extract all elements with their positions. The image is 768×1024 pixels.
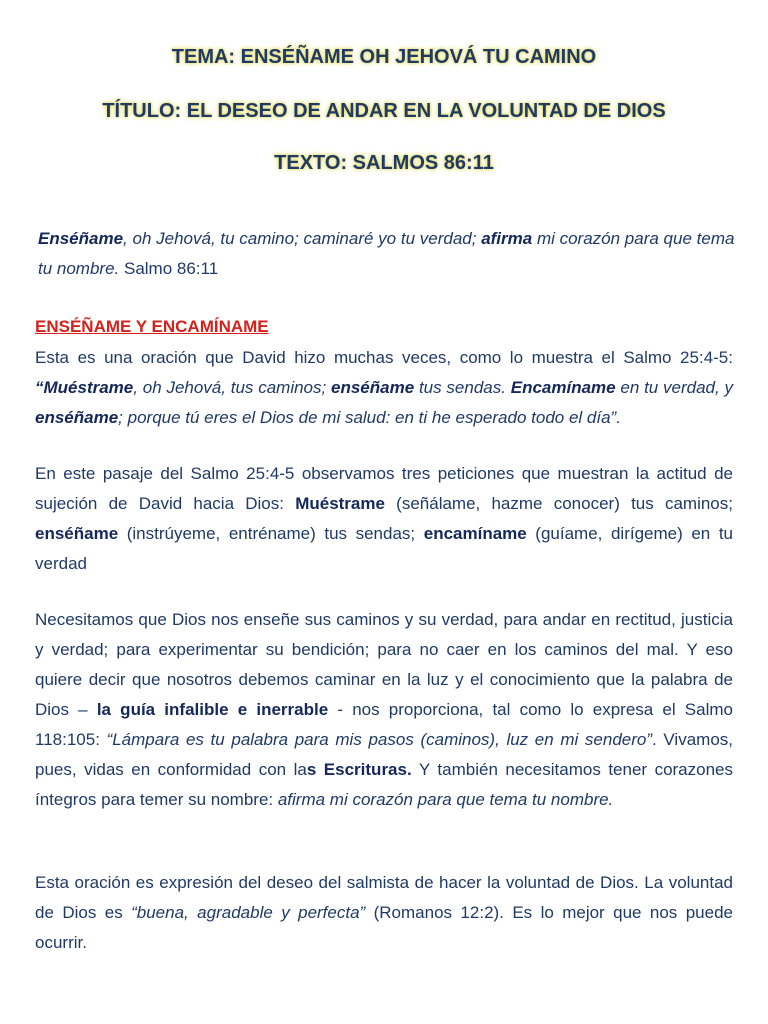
p2-text-3: (instrúyeme, entréname) tus sendas; <box>118 524 424 543</box>
p3-text-4: Y también necesitamos tener corazones íntegros para temer su nombre: <box>35 760 734 809</box>
p2-bold-1: Muéstrame <box>295 494 385 513</box>
text-reference-heading: TEXTO: SALMOS 86:11 <box>274 152 494 174</box>
p2-text-4: (guíame, dirígeme) en tu verdad <box>35 524 734 573</box>
p1-bold-3: Encamíname <box>510 378 616 397</box>
paragraph-3 <box>35 605 733 815</box>
p1-bold-1: “Muéstrame <box>35 378 134 397</box>
p3-italic-1: “Lámpara es tu palabra para mis pasos (caminos), luz en mi sendero” <box>106 730 653 749</box>
section-title: ENSÉÑAME Y ENCAMÍNAME <box>35 317 269 336</box>
p1-italic-1: , oh Jehová, tus caminos; <box>133 378 332 397</box>
theme-heading: TEMA: ENSÉÑAME OH JEHOVÁ TU CAMINO <box>171 46 597 68</box>
p3-italic-2: afirma mi corazón para que tema tu nombre. <box>277 790 614 809</box>
intro-bold-1: Enséñame <box>38 229 124 248</box>
intro-verse <box>38 224 736 284</box>
intro-reference: Salmo 86:11 <box>119 259 219 278</box>
p3-text-2: - nos proporciona, tal como lo expresa el Salmo 118:105: <box>35 700 733 749</box>
p1-italic-2: tus sendas. <box>414 378 511 397</box>
p1-italic-3: en tu verdad, y <box>615 378 734 397</box>
p3-bold-2: s Escrituras. <box>306 760 412 779</box>
p4-text-2: (Romanos 12:2). Es lo mejor que nos puede ocurrir. <box>35 903 733 952</box>
intro-bold-2: afirma <box>481 229 533 248</box>
p3-bold-1: la guía infalible e inerrable <box>96 700 329 719</box>
paragraph-1 <box>35 343 733 433</box>
p1-italic-4: ; porque tú eres el Dios de mi salud: en ti he esperado todo el día”. <box>118 408 621 427</box>
intro-italic-1: , oh Jehová, tu camino; caminaré yo tu verdad; <box>123 229 482 248</box>
p2-bold-2: enséñame <box>35 524 119 543</box>
p1-bold-4: enséñame <box>35 408 119 427</box>
intro-italic-2: mi corazón para que tema tu nombre. <box>38 229 735 278</box>
title-heading: TÍTULO: EL DESEO DE ANDAR EN LA VOLUNTAD DE DIOS <box>102 100 666 122</box>
p3-text-3: . Vivamos, pues, vidas en conformidad con la <box>35 730 733 779</box>
p2-bold-3: encamíname <box>423 524 527 543</box>
p4-italic-1: “buena, agradable y perfecta” <box>131 903 366 922</box>
p1-text-1: Esta es una oración que David hizo muchas veces, como lo muestra el Salmo 25:4-5: <box>35 348 733 367</box>
p3-text-1: Necesitamos que Dios nos enseñe sus caminos y su verdad, para andar en rectitud, justicia y verdad; para experimentar su bendición; para no caer en los caminos del mal. Y eso quiere decir que nosotros debemos caminar en la luz y el conocimiento que la palabra de Dios – <box>35 610 733 719</box>
p2-text-1: En este pasaje del Salmo 25:4-5 observamos tres peticiones que muestran la actitud de sujeción de David hacia Dios: <box>35 464 733 513</box>
p1-bold-2: enséñame <box>331 378 415 397</box>
p2-text-2: (señálame, hazme conocer) tus caminos; <box>384 494 733 513</box>
p4-text-1: Esta oración es expresión del deseo del salmista de hacer la voluntad de Dios. La voluntad de Dios es <box>35 873 733 922</box>
paragraph-4 <box>35 868 733 958</box>
paragraph-2 <box>35 459 733 579</box>
